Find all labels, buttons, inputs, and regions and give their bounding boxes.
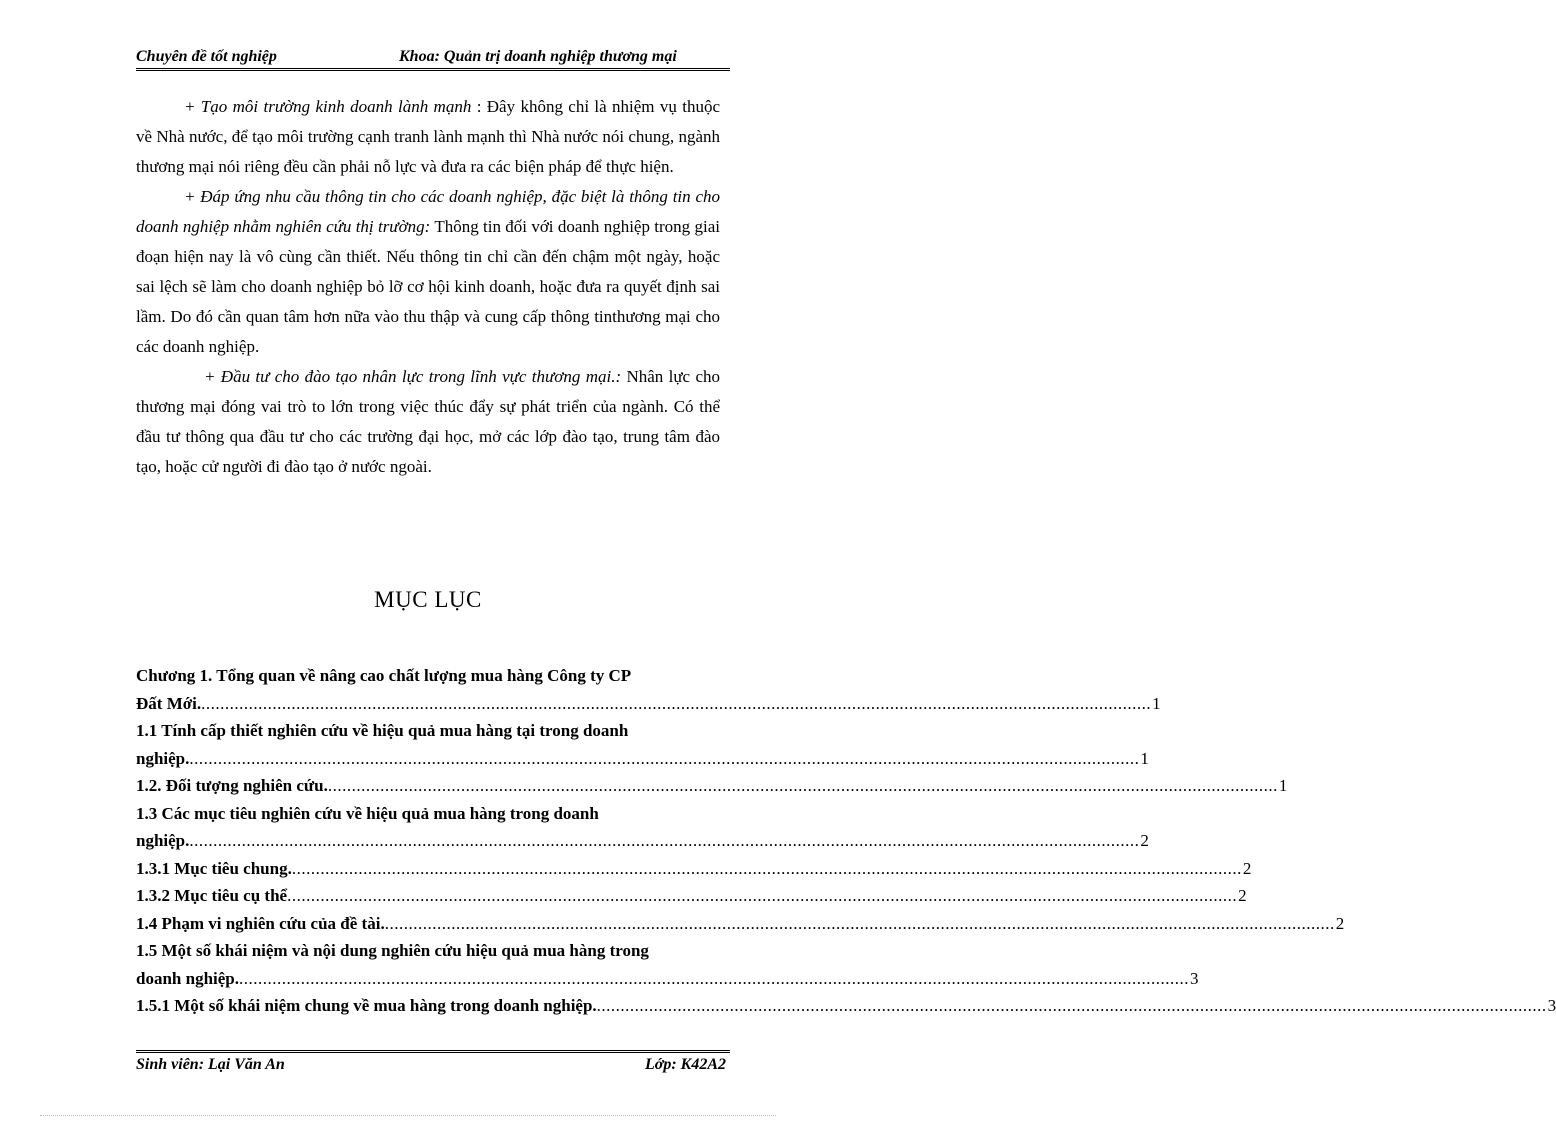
toc-entry-heading: 1.3 Các mục tiêu nghiên cứu về hiệu quả mua hàng trong doanh [136,803,599,823]
toc-entry[interactable] [136,800,1149,855]
toc-dot-leader: ........................................................................................................................................................................................................ [189,748,1140,768]
toc-entry-line [136,910,1345,938]
toc-entry[interactable] [136,855,1252,883]
toc-dot-leader: ........................................................................................................................................................................................................ [596,996,1547,1015]
toc-dot-leader: ........................................................................................................................................................................................................ [239,968,1189,988]
toc-dot-leader: ........................................................................................................................................................................................................ [201,693,1152,713]
paragraph-2 [136,182,720,362]
toc-entry-line [136,772,1288,800]
table-of-contents [136,662,1556,1020]
toc-entry-title: nghiệp. [136,748,190,768]
page-header [136,46,730,70]
page-bottom-border [40,1115,776,1116]
header-rule-2 [136,70,730,71]
toc-page-number: 1 [1278,776,1288,795]
footer-rule [136,1050,730,1051]
footer-class: Lớp: K42A2 [644,1056,726,1073]
toc-entry[interactable] [136,717,1149,772]
toc-entry-line [136,855,1252,883]
toc-entry-title: nghiệp. [136,831,190,850]
toc-dot-leader: ........................................................................................................................................................................................................ [189,831,1140,850]
paragraph-1-lead: + Tạo môi trường kinh doanh lành mạnh [184,97,472,116]
toc-title: MỤC LỤC [374,587,482,612]
toc-entry-title: doanh nghiệp. [136,968,239,988]
toc-entry[interactable] [136,772,1288,800]
toc-entry-title: 1.5.1 Một số khái niệm chung về mua hàng trong doanh nghiệp. [136,996,597,1015]
toc-entry[interactable] [136,910,1345,938]
paragraph-3 [136,362,720,482]
toc-entry-line [136,882,1247,910]
paragraph-2-lead: + Đáp ứng nhu cầu thông tin cho các doanh nghiệp, đặc biệt là thông tin cho doanh nghiệp nhằm nghiên cứu thị trường: [136,187,720,236]
toc-page-number: 3 [1190,968,1199,988]
toc-entry-line [136,992,1556,1020]
paragraph-3-text: Nhân lực cho thương mại đóng vai trò to lớn trong việc thúc đẩy sự phát triển của ngành. Có thể đầu tư thông qua đầu tư cho các trường đại học, mở các lớp đào tạo, trung tâm đào tạo, hoặc cử người đi đào tạo ở nước ngoài. [136,367,720,476]
toc-entry[interactable] [136,882,1247,910]
paragraph-1 [136,92,720,182]
toc-page-number: 3 [1547,996,1556,1015]
paragraph-2-text: Thông tin đối với doanh nghiệp trong giai đoạn hiện nay là vô cùng cần thiết. Nếu thông tin chỉ cần đến chậm một ngày, hoặc sai lệch sẽ làm cho doanh nghiệp bỏ lỡ cơ hội kinh doanh, hoặc đưa ra quyết định sai lầm. Do đó cần quan tâm hơn nữa vào thu thập và cung cấp thông tinthương mại cho các doanh nghiệp. [136,217,720,356]
toc-dot-leader: ........................................................................................................................................................................................................ [287,886,1238,905]
toc-dot-leader: ........................................................................................................................................................................................................ [291,858,1242,878]
toc-entry-line [136,965,1199,993]
body-text [136,92,720,482]
toc-page-number: 2 [1242,858,1252,878]
paragraph-1-text: : Đây không chỉ là nhiệm vụ thuộc về Nhà nước, để tạo môi trường cạnh tranh lành mạnh thì Nhà nước nói chung, ngành thương mại nói riêng đều cần phải nỗ lực và đưa ra các biện pháp để thực hiện. [136,97,720,176]
footer-rule-2 [136,1052,730,1053]
toc-page-number: 1 [1140,748,1149,768]
toc-entry-heading: 1.1 Tính cấp thiết nghiên cứu về hiệu quả mua hàng tại trong doanh [136,721,629,740]
header-rule [136,68,730,69]
footer-student: Sinh viên: Lại Văn An [136,1056,285,1073]
paragraph-3-lead: + Đầu tư cho đào tạo nhân lực trong lĩnh vực thương mại.: [204,367,622,386]
toc-entry-line [136,827,1149,855]
toc-entry-title: Đất Mới. [136,693,202,713]
toc-entry-heading: Chương 1. Tổng quan về nâng cao chất lượng mua hàng Công ty CP [136,666,632,685]
toc-dot-leader: ........................................................................................................................................................................................................ [384,913,1335,933]
header-right-title: Khoa: Quản trị doanh nghiệp thương mại [399,48,677,65]
toc-entry-title: 1.2. Đối tượng nghiên cứu. [136,776,328,795]
toc-dot-leader: ........................................................................................................................................................................................................ [327,776,1278,795]
toc-entry-line [136,745,1149,773]
toc-entry-line [136,690,1161,718]
toc-entry-title: 1.4 Phạm vi nghiên cứu của đề tài. [136,913,385,933]
toc-page-number: 2 [1238,886,1247,905]
toc-entry[interactable] [136,662,1161,717]
toc-entry[interactable] [136,992,1556,1020]
header-left-title: Chuyên đề tốt nghiệp [136,48,277,65]
toc-entry-heading: 1.5 Một số khái niệm và nội dung nghiên cứu hiệu quả mua hàng trong [136,941,649,960]
toc-page-number: 2 [1140,831,1149,850]
toc-entry[interactable] [136,937,1199,992]
toc-page-number: 1 [1152,693,1161,713]
toc-entry-title: 1.3.2 Mục tiêu cụ thể [136,886,288,905]
toc-entry-title: 1.3.1 Mục tiêu chung. [136,858,292,878]
page-footer [136,1056,730,1076]
toc-page-number: 2 [1335,913,1345,933]
